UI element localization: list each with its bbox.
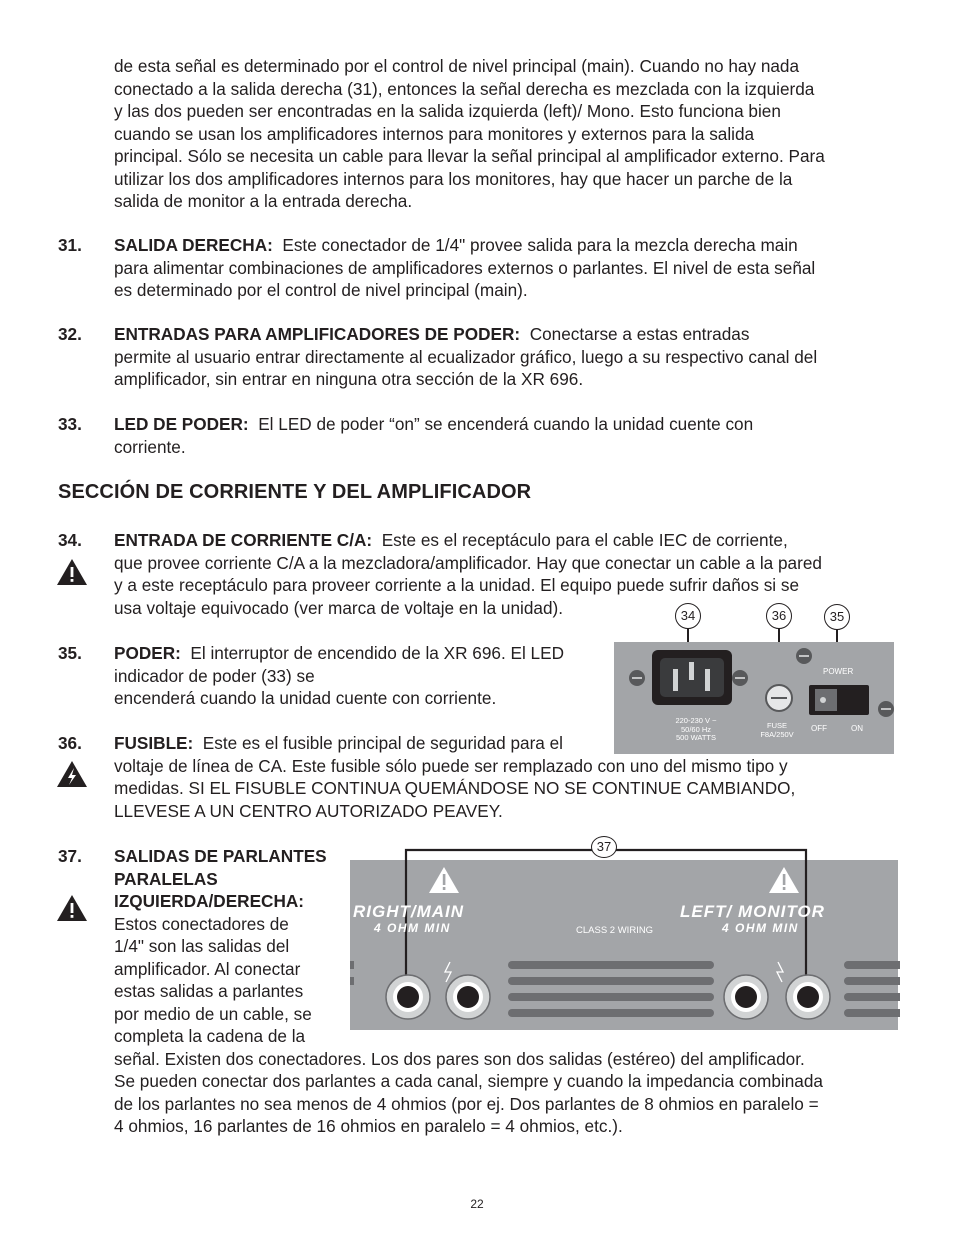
warning-icon [56, 558, 88, 586]
item-text: encenderá cuando la unidad cuente con corriente. [114, 688, 497, 708]
intro-line: salida de monitor a la entrada derecha. [114, 191, 413, 211]
callout-34: 34 [675, 603, 701, 629]
item-lead: SALIDA DERECHA: [114, 235, 273, 255]
item-text: completa la cadena de la [114, 1026, 306, 1046]
item-number: 34. [58, 530, 82, 550]
item-number: 37. [58, 846, 82, 866]
callout-37: 37 [591, 836, 617, 858]
item-text: que provee corriente C/A a la mezcladora/amplificador. Hay que conectar un cable a la pared [114, 552, 822, 573]
wiring-label: CLASS 2 WIRING [576, 925, 654, 936]
item-number: 35. [58, 643, 82, 663]
item-number: 31. [58, 235, 82, 255]
right-main-label: RIGHT/MAIN [353, 902, 465, 921]
left-ohm-label: 4 OHM MIN [722, 921, 799, 935]
item-lead: PARALELAS [114, 868, 218, 889]
intro-line: conectado a la salida derecha (31), entonces la señal derecha es mezclada con la izquierda [114, 78, 815, 99]
item-lead: SALIDAS DE PARLANTES [114, 846, 327, 866]
intro-line: de esta señal es determinado por el control de nivel principal (main). Cuando no hay nada [114, 56, 800, 76]
item-text: amplificador. Al conectar [114, 958, 301, 979]
intro-line: utilizar los dos amplificadores internos para los monitores, hay que hacer un parche de la [114, 168, 793, 189]
on-label: ON [851, 724, 863, 733]
item-text: para alimentar combinaciones de amplificadores externos o parlantes. El nivel de esta señal [114, 257, 816, 278]
item-number: 33. [58, 414, 82, 434]
item-text: LLEVESE A UN CENTRO AUTORIZADO PEAVEY. [114, 800, 503, 821]
item-text: 1/4" son las salidas del [114, 936, 290, 956]
item-33 [114, 413, 753, 458]
right-ohm-label: 4 OHM MIN [374, 921, 451, 935]
item-text: voltaje de línea de CA. Este fusible sólo puede ser remplazado con uno del mismo tipo y [114, 755, 788, 776]
intro-line: y las dos pueden ser encontradas en la salida izquierda (left)/ Mono. Esto funciona bien [114, 101, 781, 121]
item-text: El LED de poder “on” se encenderá cuando la unidad cuente con [248, 414, 754, 434]
section-heading: SECCIÓN DE CORRIENTE Y DEL AMPLIFICADOR [58, 481, 532, 503]
item-text: señal. Existen dos conectadores. Los dos pares son dos salidas (estéreo) del amplificador. [114, 1048, 805, 1069]
item-text: estas salidas a parlantes [114, 981, 304, 1001]
warning-icon [56, 894, 88, 922]
item-lead: ENTRADA DE CORRIENTE C/A: [114, 530, 373, 550]
voltage-label: 220-230 V ~ 50/60 Hz 500 WATTS [675, 716, 717, 742]
item-number: 32. [58, 324, 82, 344]
item-text: por medio de un cable, se [114, 1003, 312, 1024]
item-text: y a este receptáculo para proveer corriente a la unidad. El equipo puede sufrir daños si se [114, 575, 800, 595]
electric-shock-warning-icon [56, 760, 88, 788]
item-text: Este es el receptáculo para el cable IEC de corriente, [372, 530, 788, 550]
item-lead: PODER: [114, 643, 181, 663]
item-lead: ENTRADAS PARA AMPLIFICADORES DE PODER: [114, 324, 521, 344]
item-text: es determinado por el control de nivel principal (main). [114, 280, 528, 300]
page-number: 22 [470, 1197, 484, 1211]
item-32 [114, 323, 817, 391]
intro-line: cuando se usan los amplificadores internos para monitores y externos para la salida [114, 123, 755, 144]
callout-35: 35 [824, 604, 850, 630]
intro-line: principal. Sólo se necesita un cable para llevar la señal principal al amplificador externo. Para [114, 146, 825, 166]
speaker-panel-figure [348, 840, 900, 1032]
item-text: El interruptor de encendido de la XR 696. El LED [180, 643, 564, 663]
item-text: Este conectador de 1/4" provee salida para la mezcla derecha main [272, 235, 798, 255]
item-text: indicador de poder (33) se [114, 665, 315, 686]
item-text: 4 ohmios, 16 parlantes de 16 ohmios en paralelo = 4 ohmios, etc.). [114, 1116, 623, 1136]
item-lead: IZQUIERDA/DERECHA: [114, 891, 305, 911]
item-text: de los parlantes no sea menos de 4 ohmios (por ej. Dos parlantes de 8 ohmios en paralelo = [114, 1093, 819, 1114]
item-31 [114, 234, 815, 302]
item-text: Conectarse a estas entradas [520, 324, 750, 344]
fuse-label: FUSE F8A/250V [760, 721, 794, 739]
item-lead: LED DE PODER: [114, 414, 249, 434]
item-lead: FUSIBLE: [114, 733, 194, 753]
item-number: 36. [58, 733, 82, 753]
item-text: corriente. [114, 436, 186, 457]
item-text: permite al usuario entrar directamente al ecualizador gráfico, luego a su respectivo canal del [114, 346, 818, 367]
intro-paragraph [114, 55, 825, 213]
item-text: Este es el fusible principal de seguridad para el [193, 733, 563, 753]
item-text: medidas. SI EL FISUBLE CONTINUA QUEMÁNDOSE NO SE CONTINUE CAMBIANDO, [114, 778, 796, 798]
left-monitor-label: LEFT/ MONITOR [680, 902, 825, 921]
callout-36: 36 [766, 603, 792, 629]
item-text: Se pueden conectar dos parlantes a cada canal, siempre y cuando la impedancia combinada [114, 1071, 823, 1091]
off-label: OFF [811, 724, 827, 733]
item-text: usa voltaje equivocado (ver marca de voltaje en la unidad). [114, 597, 564, 618]
item-text: amplificador, sin entrar en ninguna otra sección de la XR 696. [114, 369, 584, 389]
power-label: POWER [823, 667, 854, 676]
item-text: Estos conectadores de [114, 913, 289, 934]
item-35 [114, 642, 564, 710]
